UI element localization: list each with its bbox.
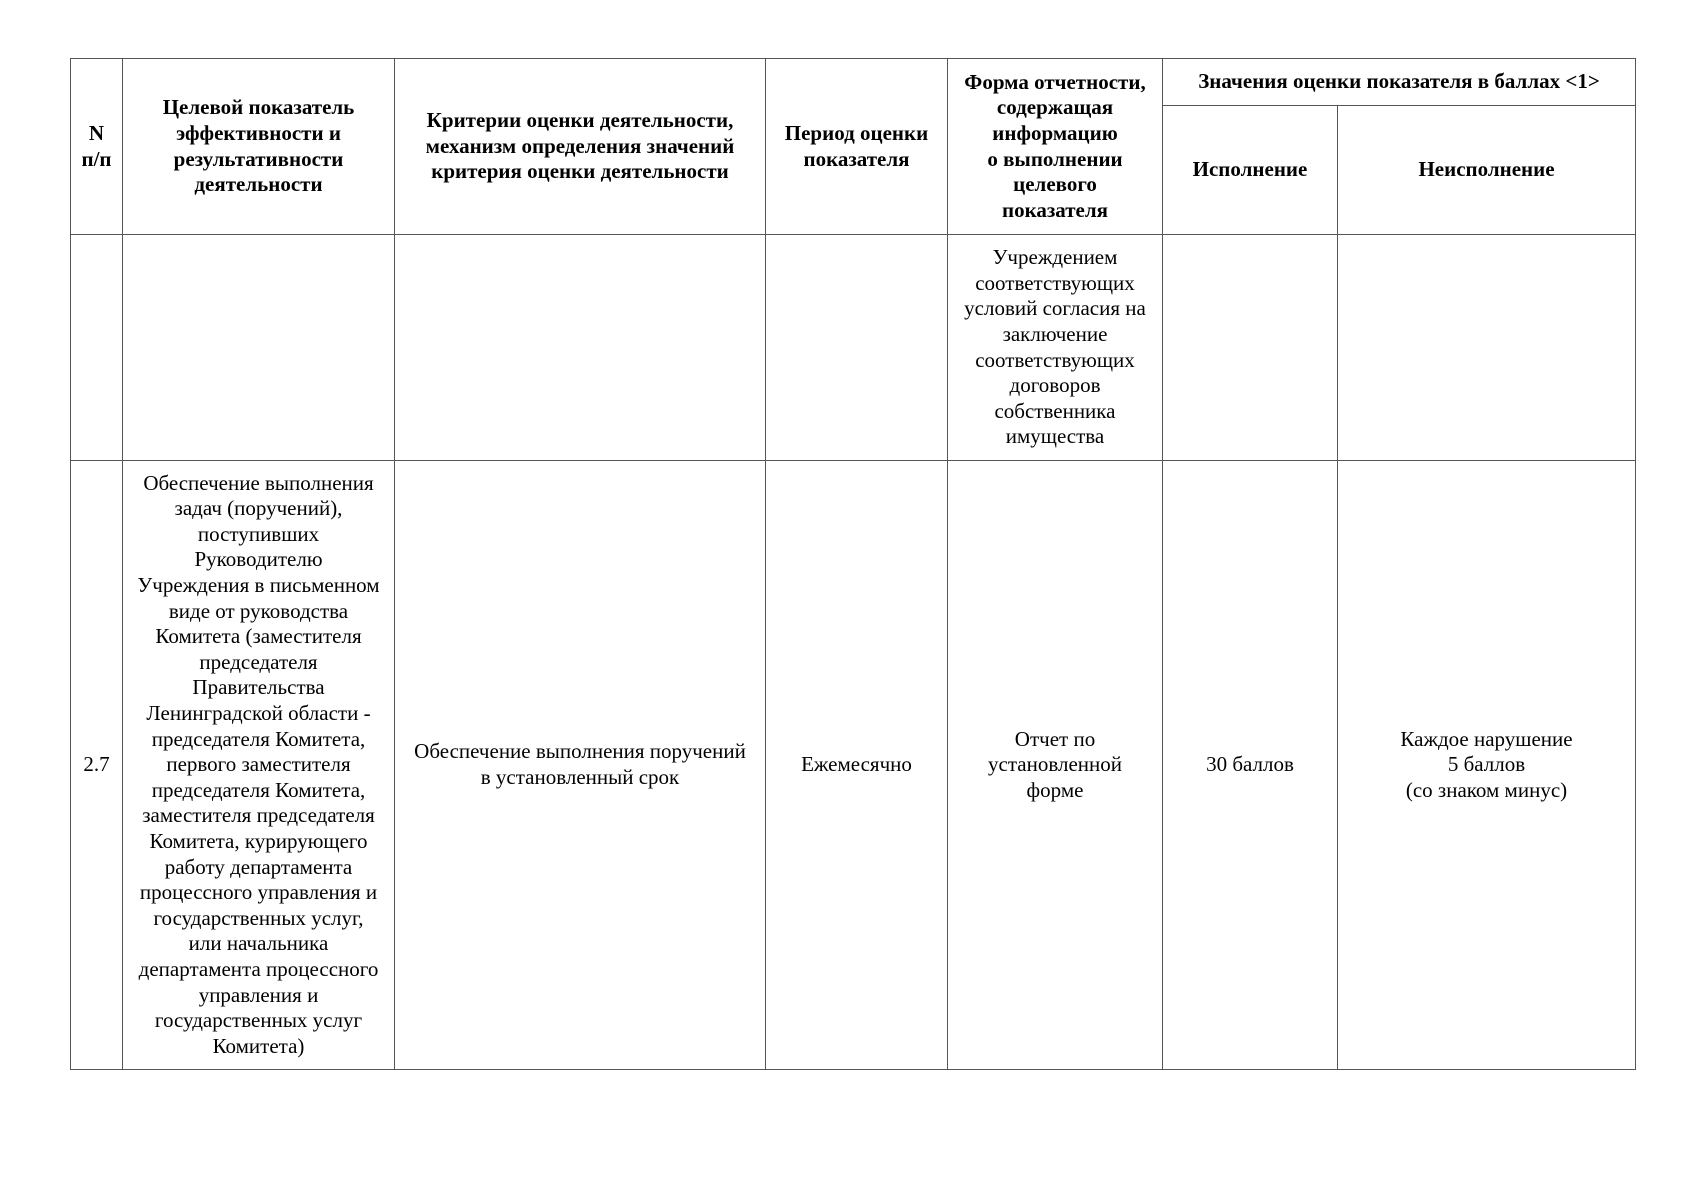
cell-period	[766, 235, 948, 461]
document-page	[70, 58, 1635, 1070]
cell-execution	[1163, 235, 1338, 461]
cell-num: 2.7	[71, 461, 123, 1070]
cell-indicator: Обеспечение выполнения задач (поручений), поступивших Руководителю Учреждения в письменном виде от руководства Комитета (заместителя председателя Правительства Ленинградской области - председателя Комитета, первого заместителя председателя Комитета, заместителя председателя Комитета, курирующего работу департамента процессного управления и государственных услуг, или начальника департамента процессного управления и государственных услуг Комитета)	[123, 461, 395, 1070]
header-non-execution: Неисполнение	[1338, 106, 1636, 235]
cell-num	[71, 235, 123, 461]
cell-non-execution	[1338, 235, 1636, 461]
header-row-top	[71, 59, 1636, 106]
cell-report-form: Учреждением соответствующих условий согласия на заключение соответствующих договоров собственника имущества	[948, 235, 1163, 461]
cell-criteria: Обеспечение выполнения поручений в установленный срок	[395, 461, 766, 1070]
indicators-table	[70, 58, 1636, 1070]
table-row	[71, 461, 1636, 1070]
cell-period: Ежемесячно	[766, 461, 948, 1070]
header-indicator: Целевой показатель эффективности и результативности деятельности	[123, 59, 395, 235]
header-criteria: Критерии оценки деятельности, механизм определения значений критерия оценки деятельности	[395, 59, 766, 235]
header-score-group: Значения оценки показателя в баллах <1>	[1163, 59, 1636, 106]
cell-execution: 30 баллов	[1163, 461, 1338, 1070]
cell-criteria	[395, 235, 766, 461]
cell-non-execution: Каждое нарушение 5 баллов (со знаком минус)	[1338, 461, 1636, 1070]
cell-indicator	[123, 235, 395, 461]
cell-report-form: Отчет по установленной форме	[948, 461, 1163, 1070]
header-num: N п/п	[71, 59, 123, 235]
table-row	[71, 235, 1636, 461]
header-report-form: Форма отчетности, содержащая информацию о выполнении целевого показателя	[948, 59, 1163, 235]
header-period: Период оценки показателя	[766, 59, 948, 235]
header-execution: Исполнение	[1163, 106, 1338, 235]
